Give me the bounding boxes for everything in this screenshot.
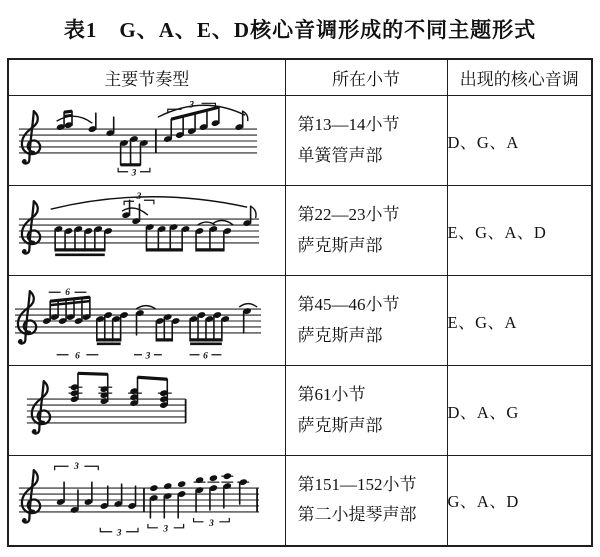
table-row xyxy=(8,96,592,186)
measure-range: 第151—152小节 xyxy=(297,474,417,494)
notation-staff-violin xyxy=(9,456,267,544)
tuplet-number: 3 xyxy=(145,351,151,362)
tuplet-number: 3 xyxy=(163,525,169,536)
table-row xyxy=(8,366,592,456)
instrument-part: 第二小提琴声部 xyxy=(297,505,417,525)
tones-cell: E、G、A、D xyxy=(447,186,592,276)
tuplet-number: 3 xyxy=(116,528,122,539)
tones-cell: E、G、A xyxy=(447,276,592,366)
tuplet-number: 6 xyxy=(75,351,80,362)
tuplet-number: 6 xyxy=(65,287,70,298)
table-row xyxy=(8,276,592,366)
instrument-part: 萨克斯声部 xyxy=(297,235,383,255)
tuplet-number: 3 xyxy=(189,99,194,110)
instrument-part: 萨克斯声部 xyxy=(297,325,383,345)
measures-cell xyxy=(285,366,447,456)
tones-cell: D、G、A xyxy=(447,96,592,186)
notation-staff-sax-2 xyxy=(9,277,267,365)
measures-cell xyxy=(285,276,447,366)
notation-cell xyxy=(8,276,285,366)
notation-cell xyxy=(8,456,285,546)
col-header-rhythm: 主要节奏型 xyxy=(8,59,285,96)
col-header-measures: 所在小节 xyxy=(285,59,447,96)
notation-cell xyxy=(8,366,285,456)
tuplet-number: 3 xyxy=(136,191,142,202)
notation-staff-clarinet xyxy=(9,97,267,185)
tones-cell: D、A、G xyxy=(447,366,592,456)
measures-cell xyxy=(285,456,447,546)
measures-cell xyxy=(285,186,447,276)
tones-cell: G、A、D xyxy=(447,456,592,546)
instrument-part: 单簧管声部 xyxy=(297,145,383,165)
table-caption: 表1 G、A、E、D核心音调形成的不同主题形式 xyxy=(63,18,537,42)
tuplet-number: 3 xyxy=(131,168,137,179)
tuplet-number: 3 xyxy=(209,519,214,530)
measure-range: 第13—14小节 xyxy=(297,115,400,135)
notation-cell xyxy=(8,186,285,276)
themes-table xyxy=(7,58,593,547)
col-header-tones: 出现的核心音调 xyxy=(447,59,592,96)
tuplet-number: 6 xyxy=(203,351,208,362)
table-row xyxy=(8,456,592,546)
measure-range: 第61小节 xyxy=(297,385,366,405)
table-row xyxy=(8,186,592,276)
notation-staff-chords xyxy=(9,367,267,455)
header-row xyxy=(8,59,592,96)
notation-staff-sax-1 xyxy=(9,187,267,275)
measure-range: 第22—23小节 xyxy=(297,205,400,225)
measures-cell xyxy=(285,96,447,186)
instrument-part: 萨克斯声部 xyxy=(297,415,383,435)
notation-cell xyxy=(8,96,285,186)
tuplet-number: 3 xyxy=(74,462,79,473)
measure-range: 第45—46小节 xyxy=(297,295,400,315)
